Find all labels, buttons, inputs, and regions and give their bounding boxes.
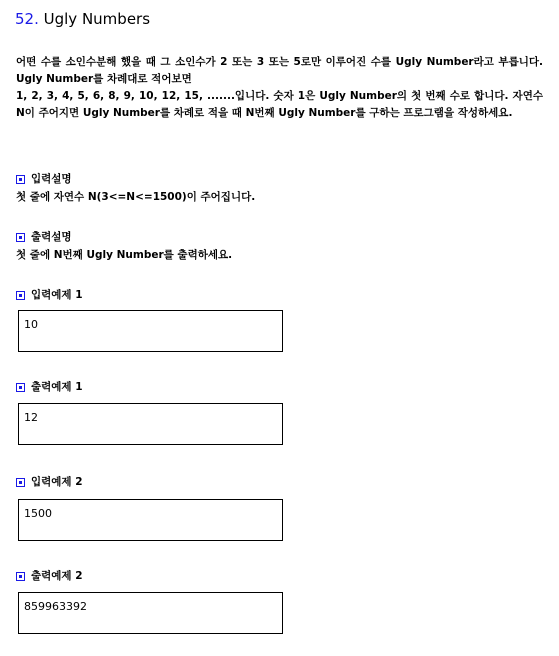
square-bullet-icon (16, 233, 25, 242)
example-box (18, 403, 283, 445)
example-heading (16, 474, 83, 490)
problem-name: Ugly Numbers (43, 10, 151, 28)
example-label: 입력예제 2 (31, 476, 83, 488)
example-value: 859963392 (24, 600, 87, 613)
example-label: 입력예제 1 (31, 289, 83, 301)
description-paragraph-1: 어떤 수를 소인수분해 했을 때 그 소인수가 2 또는 3 또는 5로만 이루어진 수를 Ugly Number라고 부릅니다. Ugly Number를 차례대로 적어보면 (16, 56, 543, 85)
example-label: 출력예제 2 (31, 570, 83, 582)
output-description-label: 출력설명 (31, 231, 72, 243)
input-description-label: 입력설명 (31, 173, 72, 185)
description-paragraph-2: 1, 2, 3, 4, 5, 6, 8, 9, 10, 12, 15, .......입니다. 숫자 1은 Ugly Number의 첫 번째 수로 합니다. 자연수 N이 주어지면 Ugly Number를 차례로 적을 때 N번째 Ugly Number를 구하는 프로그램을 작성하세요. (16, 90, 543, 119)
square-bullet-icon (16, 175, 25, 184)
example-box (18, 310, 283, 352)
example-label: 출력예제 1 (31, 381, 83, 393)
example-value: 12 (24, 411, 38, 424)
input-description-heading (16, 171, 72, 187)
output-description-text: 첫 줄에 N번째 Ugly Number를 출력하세요. (16, 249, 233, 261)
example-value: 1500 (24, 507, 52, 520)
example-box (18, 592, 283, 634)
problem-title (15, 8, 150, 30)
example-heading (16, 379, 83, 395)
square-bullet-icon (16, 291, 25, 300)
input-description-text: 첫 줄에 자연수 N(3<=N<=1500)이 주어집니다. (16, 191, 256, 203)
example-value: 10 (24, 318, 38, 331)
example-box (18, 499, 283, 541)
output-description-heading (16, 229, 72, 245)
problem-description (16, 54, 543, 122)
example-heading (16, 568, 83, 584)
example-heading (16, 287, 83, 303)
square-bullet-icon (16, 478, 25, 487)
problem-number: 52. (15, 10, 39, 28)
square-bullet-icon (16, 572, 25, 581)
square-bullet-icon (16, 383, 25, 392)
